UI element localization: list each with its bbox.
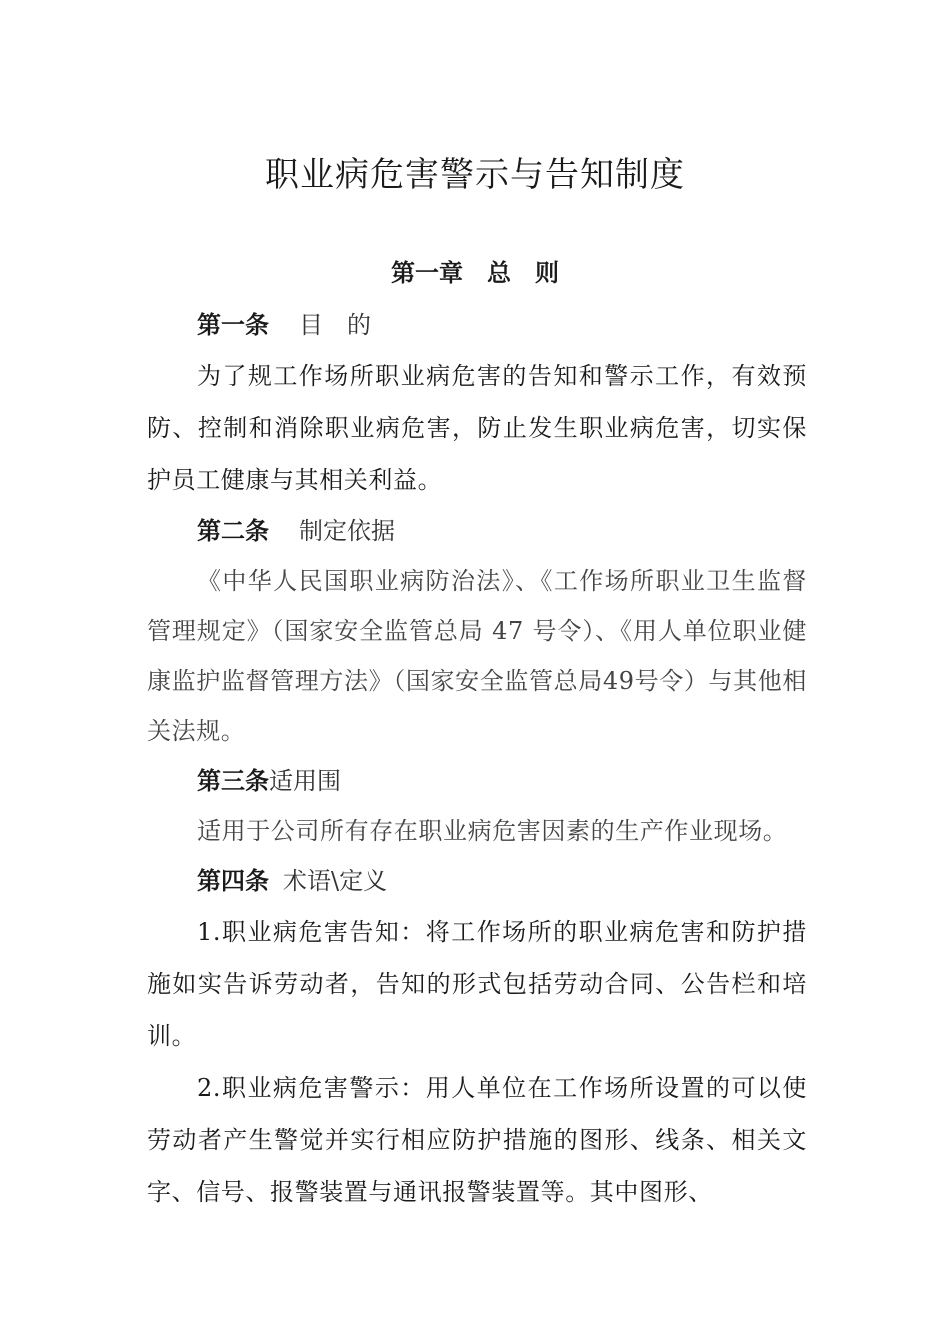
article-name: 制定依据 — [299, 517, 395, 545]
article-label: 第二条 — [197, 516, 269, 545]
article-paragraph: 为了规工作场所职业病危害的告知和警示工作，有效预防、控制和消除职业病危害，防止发生职业病危害，切实保护员工健康与其相关利益。 — [147, 362, 807, 494]
article-label: 第四条 — [197, 866, 269, 895]
chapter-title — [0, 255, 950, 291]
chapter-name: 总 则 — [487, 258, 559, 287]
article-paragraph: 适用于公司所有存在职业病危害因素的生产作业现场。 — [197, 817, 788, 845]
article-heading — [147, 300, 807, 350]
article-label: 第三条 — [197, 766, 269, 795]
article-name: 适用围 — [269, 767, 341, 795]
article-paragraph: 《中华人民国职业病防治法》、《工作场所职业卫生监督管理规定》（国家安全监管总局 47 号令）、《用人单位职业健康监护监督管理方法》（国家安全监管总局49号令）与其他相关法规。 — [147, 567, 807, 745]
article-heading — [147, 756, 807, 806]
article-label: 第一条 — [197, 310, 269, 339]
article-name: 目 的 — [299, 311, 371, 339]
document-title: 职业病危害警示与告知制度 — [265, 155, 685, 195]
article-paragraph: 1.职业病危害告知：将工作场所的职业病危害和防护措施如实告诉劳动者，告知的形式包括劳动合同、公告栏和培训。 — [147, 918, 807, 1050]
article-paragraph: 2.职业病危害警示：用人单位在工作场所设置的可以使劳动者产生警觉并实行相应防护措施的图形、线条、相关文字、信号、报警装置与通讯报警装置等。其中图形、 — [147, 1074, 807, 1206]
article-heading — [147, 856, 807, 906]
article-name: 术语\定义 — [283, 867, 388, 895]
article-heading — [147, 506, 807, 556]
chapter-label: 第一章 — [391, 258, 463, 287]
document-body — [147, 300, 807, 1218]
